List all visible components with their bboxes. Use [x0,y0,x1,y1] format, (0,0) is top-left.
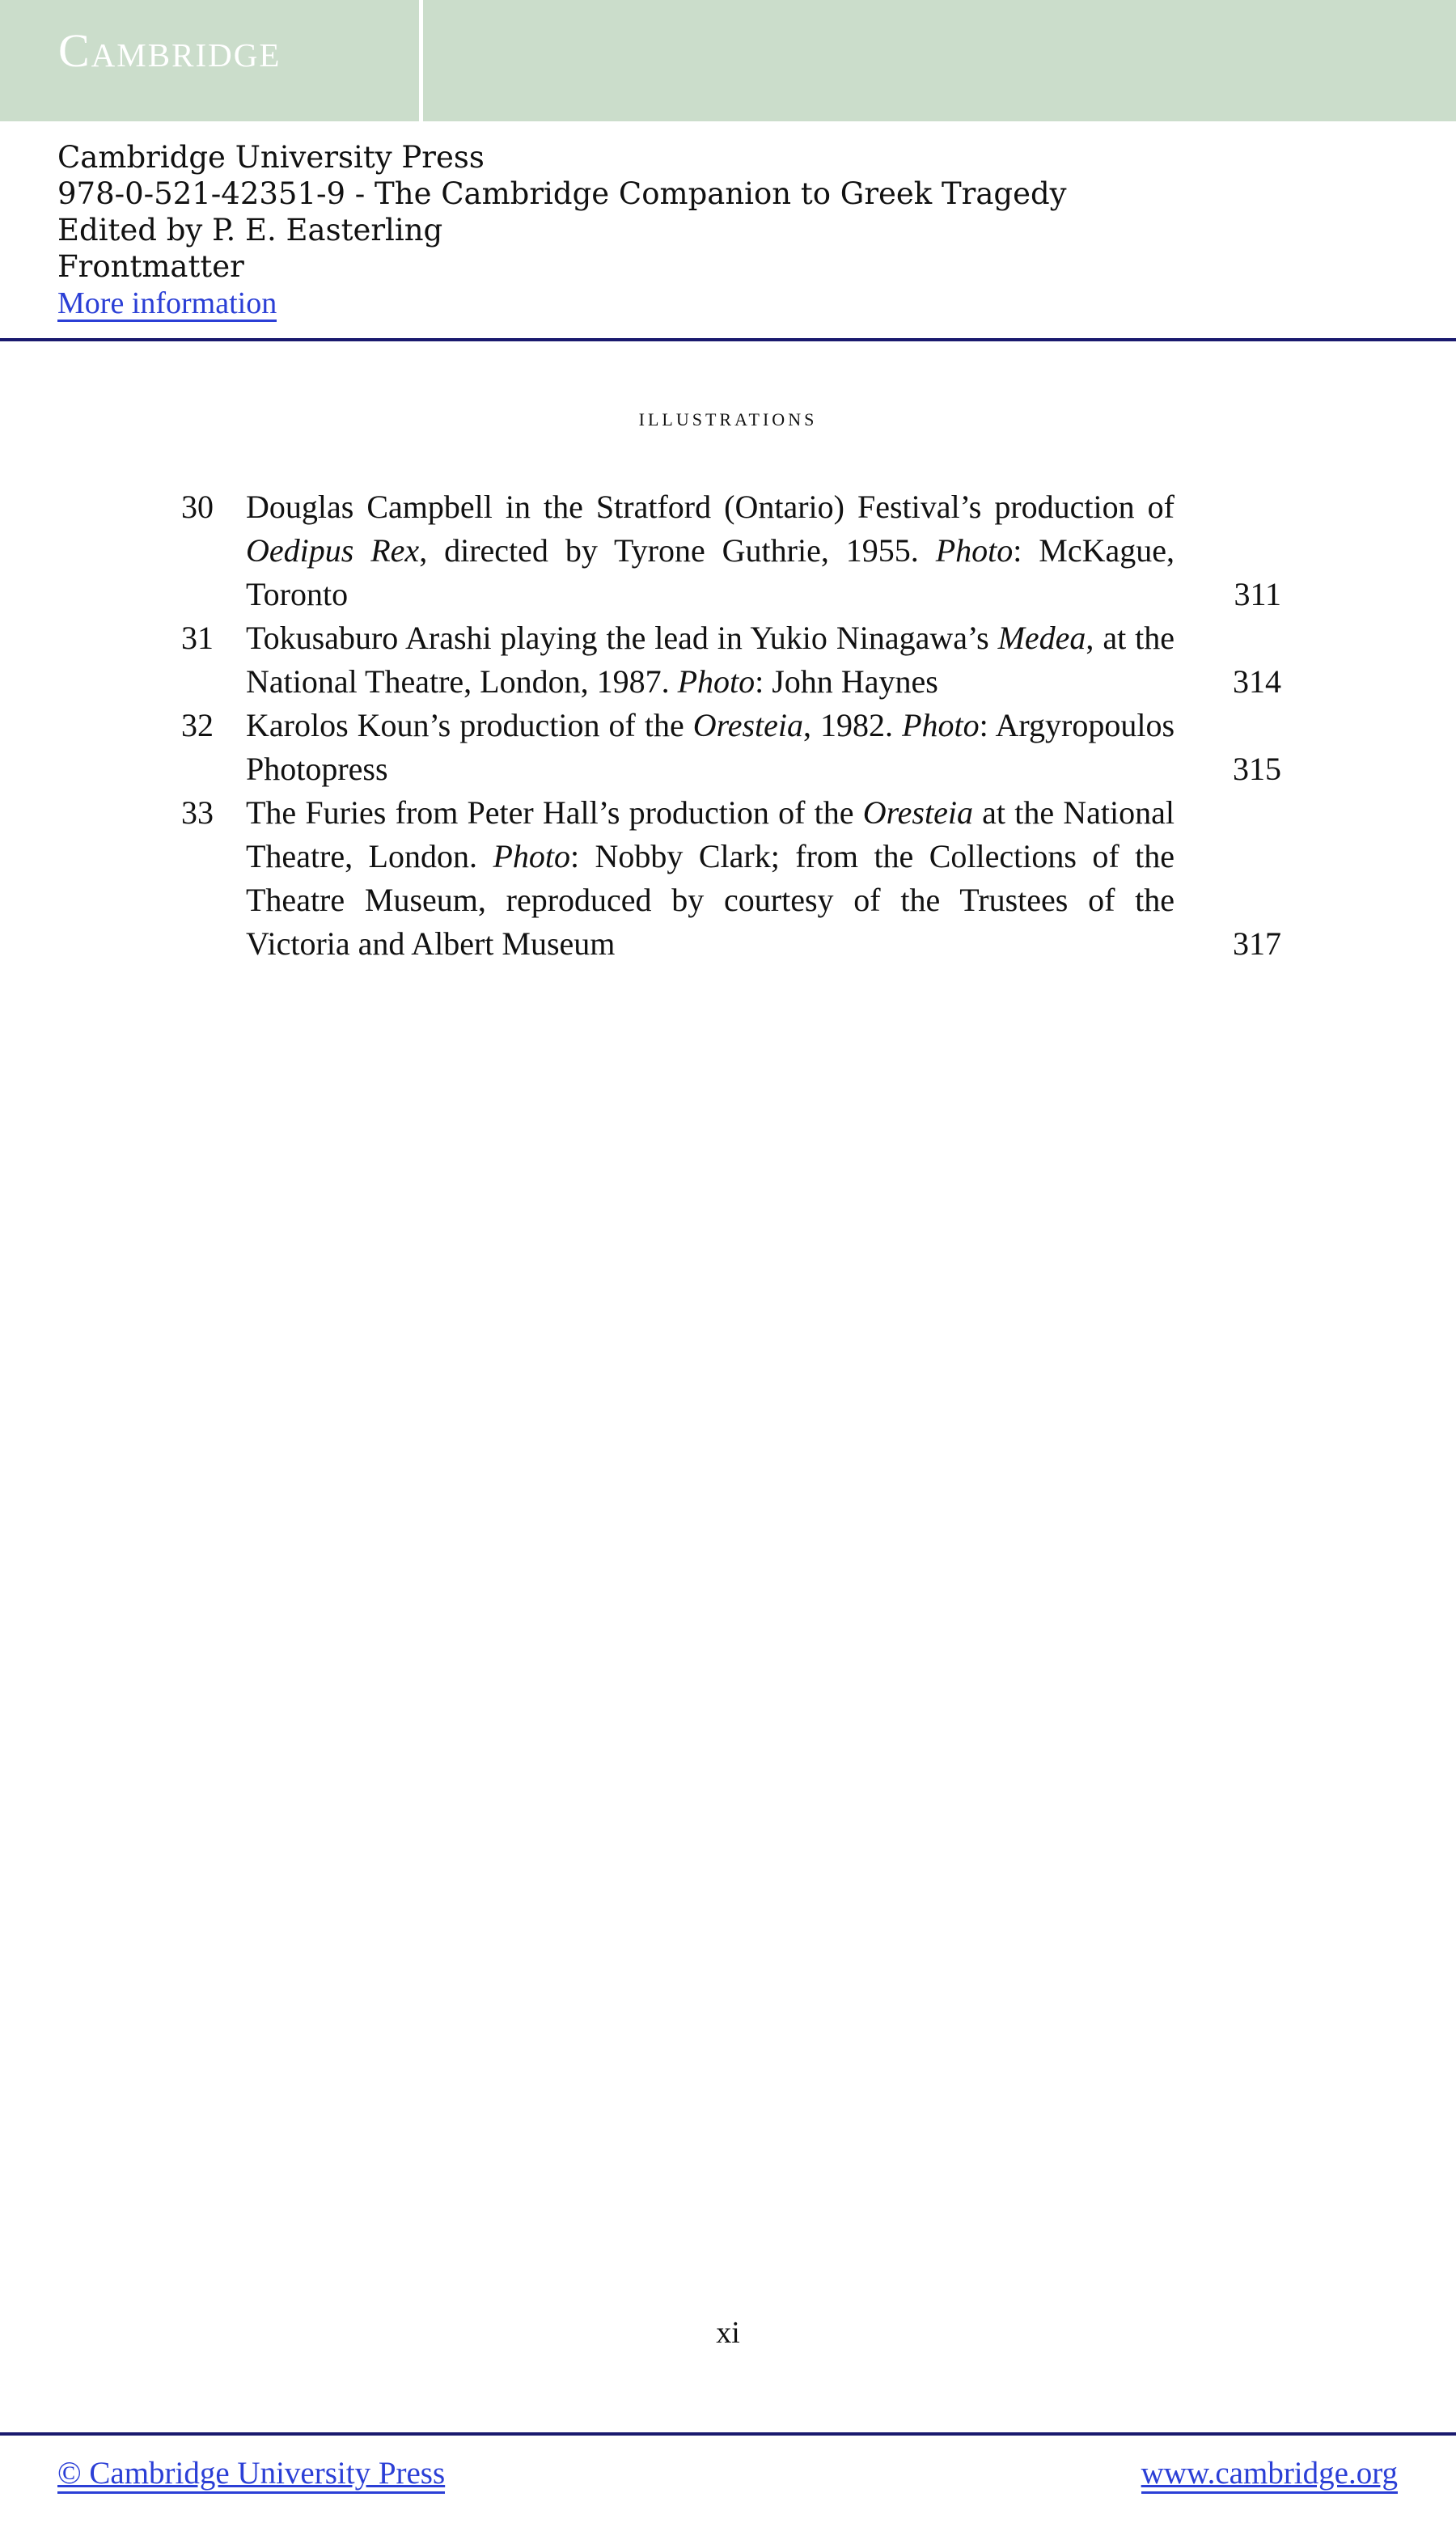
illustration-entry [181,485,1281,616]
illustration-caption: The Furies from Peter Hall’s production of the Oresteia at the National Theatre, London. Photo: Nobby Clark; from the Collections of the Theatre Museum, reproduced by courtesy of the Trustees of the Victoria and Albert Museum [246,794,1175,962]
illustration-entry [181,616,1281,704]
illustration-entry [181,704,1281,791]
editor-line: Edited by P. E. Easterling [57,213,443,248]
illustration-number: 30 [181,489,214,525]
illustration-page-number: 314 [1233,663,1281,700]
publisher-name: Cambridge University Press [57,140,485,175]
header-divider [0,338,1456,341]
more-information-link[interactable]: More information [57,286,277,320]
illustration-page-number: 317 [1233,925,1281,962]
illustration-number: 33 [181,794,214,831]
section-heading: illustrations [638,403,818,431]
book-identifier: 978-0-521-42351-9 - The Cambridge Companion to Greek Tragedy [57,176,1067,211]
illustration-caption: Douglas Campbell in the Stratford (Ontario) Festival’s production of Oedipus Rex, directed by Tyrone Guthrie, 1955. Photo: McKague, Toronto [246,489,1175,612]
banner-divider [419,0,423,121]
footer-divider [0,2432,1456,2436]
illustration-entry [181,791,1281,966]
illustration-caption: Karolos Koun’s production of the Oresteia, 1982. Photo: Argyropoulos Photopress [246,707,1175,787]
illustration-number: 32 [181,707,214,743]
copyright-link[interactable]: © Cambridge University Press [57,2456,445,2494]
illustration-page-number: 311 [1234,576,1281,612]
illustration-number: 31 [181,620,214,656]
illustrations-list [181,485,1281,966]
page-folio: xi [716,2316,740,2350]
cambridge-logo: Cambridge [58,24,281,77]
illustration-caption: Tokusaburo Arashi playing the lead in Yukio Ninagawa’s Medea, at the National Theatre, London, 1987. Photo: John Haynes [246,620,1175,700]
section-name: Frontmatter [57,249,244,284]
header-banner [0,0,1456,121]
book-metadata [57,139,1067,322]
website-link[interactable]: www.cambridge.org [1141,2456,1398,2494]
illustration-page-number: 315 [1233,751,1281,787]
